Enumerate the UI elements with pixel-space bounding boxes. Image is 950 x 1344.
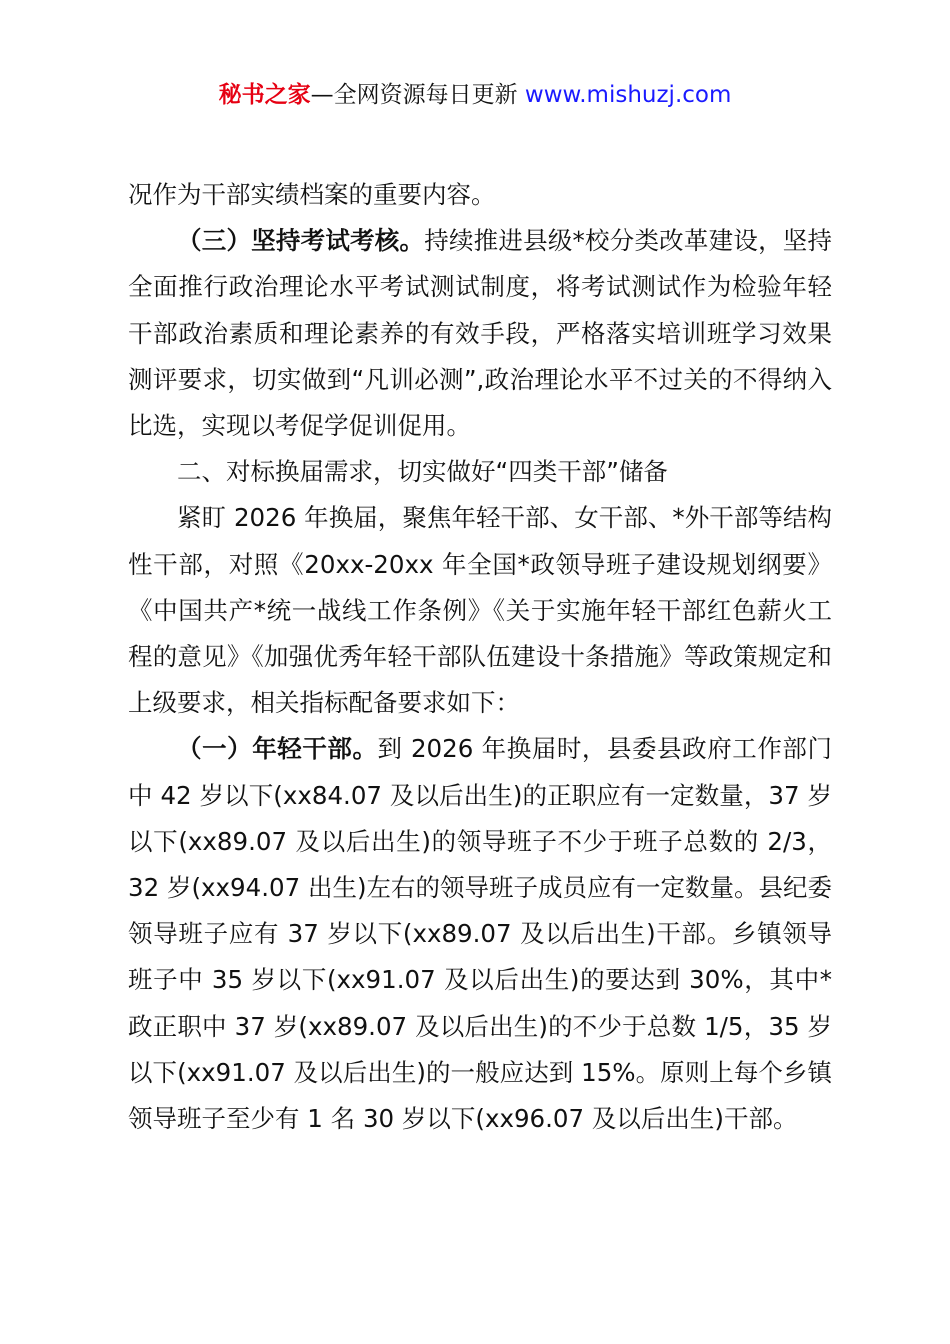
- section-heading-reserve: [128, 449, 832, 495]
- paragraph-text: 到 2026 年换届时，县委县政府工作部门中 42 岁以下(xx84.07 及以后出生)的正职应有一定数量，37 岁以下(xx89.07 及以后出生)的领导班子不少于班子总数的 2/3，32 岁(xx94.07 出生)左右的领导班子成员应有一定数量。县纪委领导班子应有 37 岁以下(xx89.07 及以后出生)干部。乡镇领导班子中 35 岁以下(xx91.07 及以后出生)的要达到 30%，其中*政正职中 37 岁(xx89.07 及以后出生)的不少于总数 1/5，35 岁以下(xx91.07 及以后出生)的一般应达到 15%。原则上每个乡镇领导班子至少有 1 名 30 岁以下(xx96.07 及以后出生)干部。: [128, 734, 833, 1134]
- paragraph-exam-assessment: [128, 218, 832, 449]
- section-heading-young-cadres: （一）年轻干部。: [177, 734, 378, 764]
- page-header: [0, 78, 950, 112]
- section-heading-exam: （三）坚持考试考核。: [177, 226, 425, 256]
- paragraph-policy-basis: [128, 495, 832, 726]
- paragraph-young-cadres: [128, 726, 832, 1142]
- heading-text: 二、对标换届需求，切实做好“四类干部”储备: [177, 457, 668, 487]
- paragraph-continuation: [128, 172, 832, 218]
- site-brand: 秘书之家: [218, 82, 311, 108]
- paragraph-text: 紧盯 2026 年换届，聚焦年轻干部、女干部、*外干部等结构性干部，对照《20xx-20xx 年全国*政领导班子建设规划纲要》《中国共产*统一战线工作条例》《关于实施年轻干部红色薪火工程的意见》《加强优秀年轻干部队伍建设十条措施》等政策规定和上级要求，相关指标配备要求如下：: [128, 503, 832, 718]
- paragraph-text: 持续推进县级*校分类改革建设，坚持全面推行政治理论水平考试测试制度，将考试测试作为检验年轻干部政治素质和理论素养的有效手段，严格落实培训班学习效果测评要求，切实做到“凡训必测”,政治理论水平不过关的不得纳入比选，实现以考促学促训促用。: [128, 226, 833, 441]
- paragraph-text: 况作为干部实绩档案的重要内容。: [128, 180, 496, 209]
- site-tagline: —全网资源每日更新: [310, 82, 525, 108]
- document-body: [128, 172, 832, 1142]
- site-url-link[interactable]: www.mishuzj.com: [524, 82, 732, 108]
